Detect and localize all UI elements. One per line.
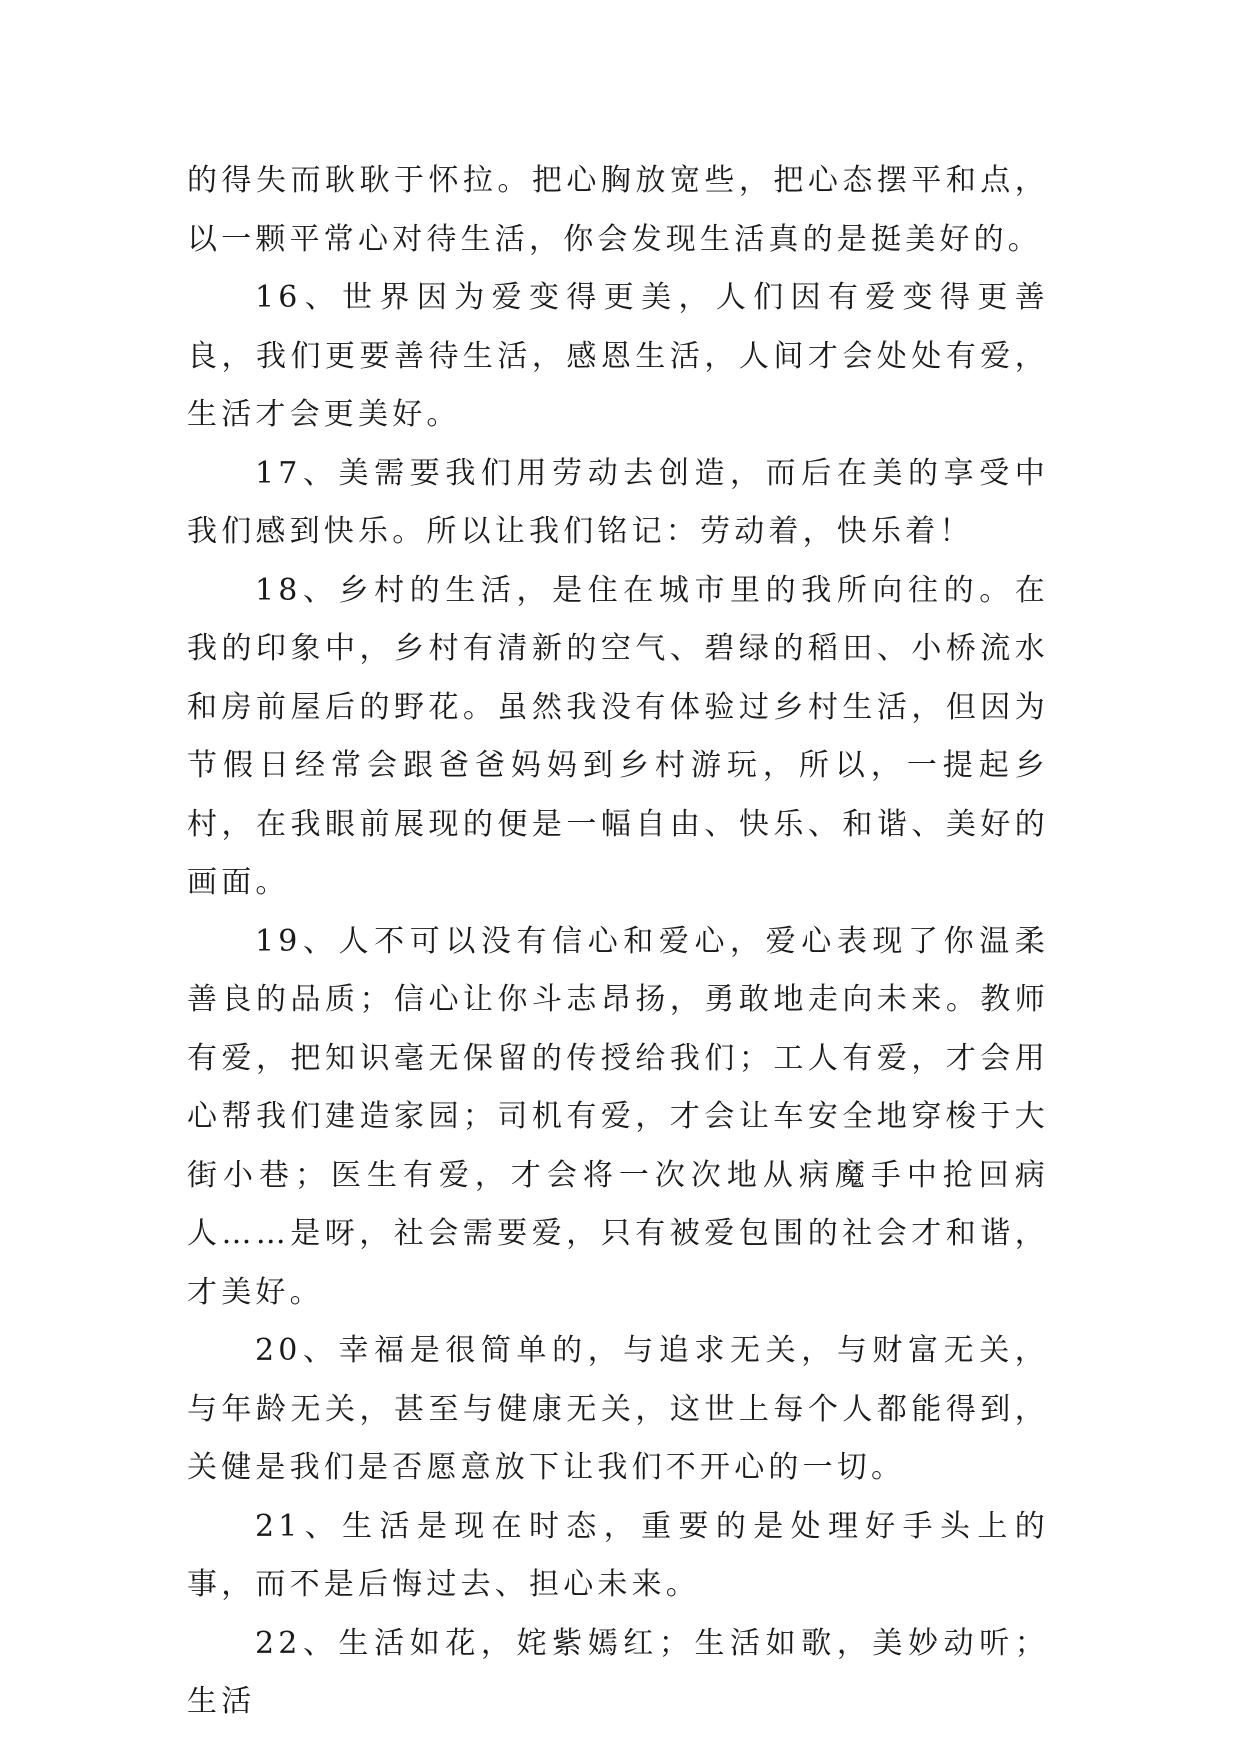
paragraph-17: 17、美需要我们用劳动去创造，而后在美的享受中我们感到快乐。所以让我们铭记：劳动着，快乐着！ bbox=[187, 455, 1049, 549]
paragraph-19: 19、人不可以没有信心和爱心，爱心表现了你温柔善良的品质；信心让你斗志昂扬，勇敢地走向未来。教师有爱，把知识毫无保留的传授给我们；工人有爱，才会用心帮我们建造家园；司机有爱，才会让车安全地穿梭于大街小巷；医生有爱，才会将一次次地从病魔手中抢回病人……是呀，社会需要爱，只有被爱包围的社会才和谐，才美好。 bbox=[187, 923, 1049, 1310]
paragraph-continuation: 的得失而耿耿于怀拉。把心胸放宽些，把心态摆平和点，以一颗平常心对待生活，你会发现生活真的是挺美好的。 bbox=[187, 163, 1049, 257]
paragraph-21: 21、生活是现在时态，重要的是处理好手头上的事，而不是后悔过去、担心未来。 bbox=[187, 1508, 1049, 1602]
paragraph-16: 16、世界因为爱变得更美，人们因有爱变得更善良，我们更要善待生活，感恩生活，人间才会处处有爱，生活才会更美好。 bbox=[187, 280, 1049, 432]
paragraph-18: 18、乡村的生活，是住在城市里的我所向往的。在我的印象中，乡村有清新的空气、碧绿的稻田、小桥流水和房前屋后的野花。虽然我没有体验过乡村生活，但因为节假日经常会跟爸爸妈妈到乡村游玩，所以，一提起乡村，在我眼前展现的便是一幅自由、快乐、和谐、美好的画面。 bbox=[187, 572, 1049, 900]
document-body bbox=[187, 152, 1049, 1732]
paragraph-22: 22、生活如花，姹紫嫣红；生活如歌，美妙动听；生活 bbox=[187, 1625, 1049, 1719]
paragraph-20: 20、幸福是很简单的，与追求无关，与财富无关，与年龄无关，甚至与健康无关，这世上每个人都能得到，关健是我们是否愿意放下让我们不开心的一切。 bbox=[187, 1333, 1049, 1485]
